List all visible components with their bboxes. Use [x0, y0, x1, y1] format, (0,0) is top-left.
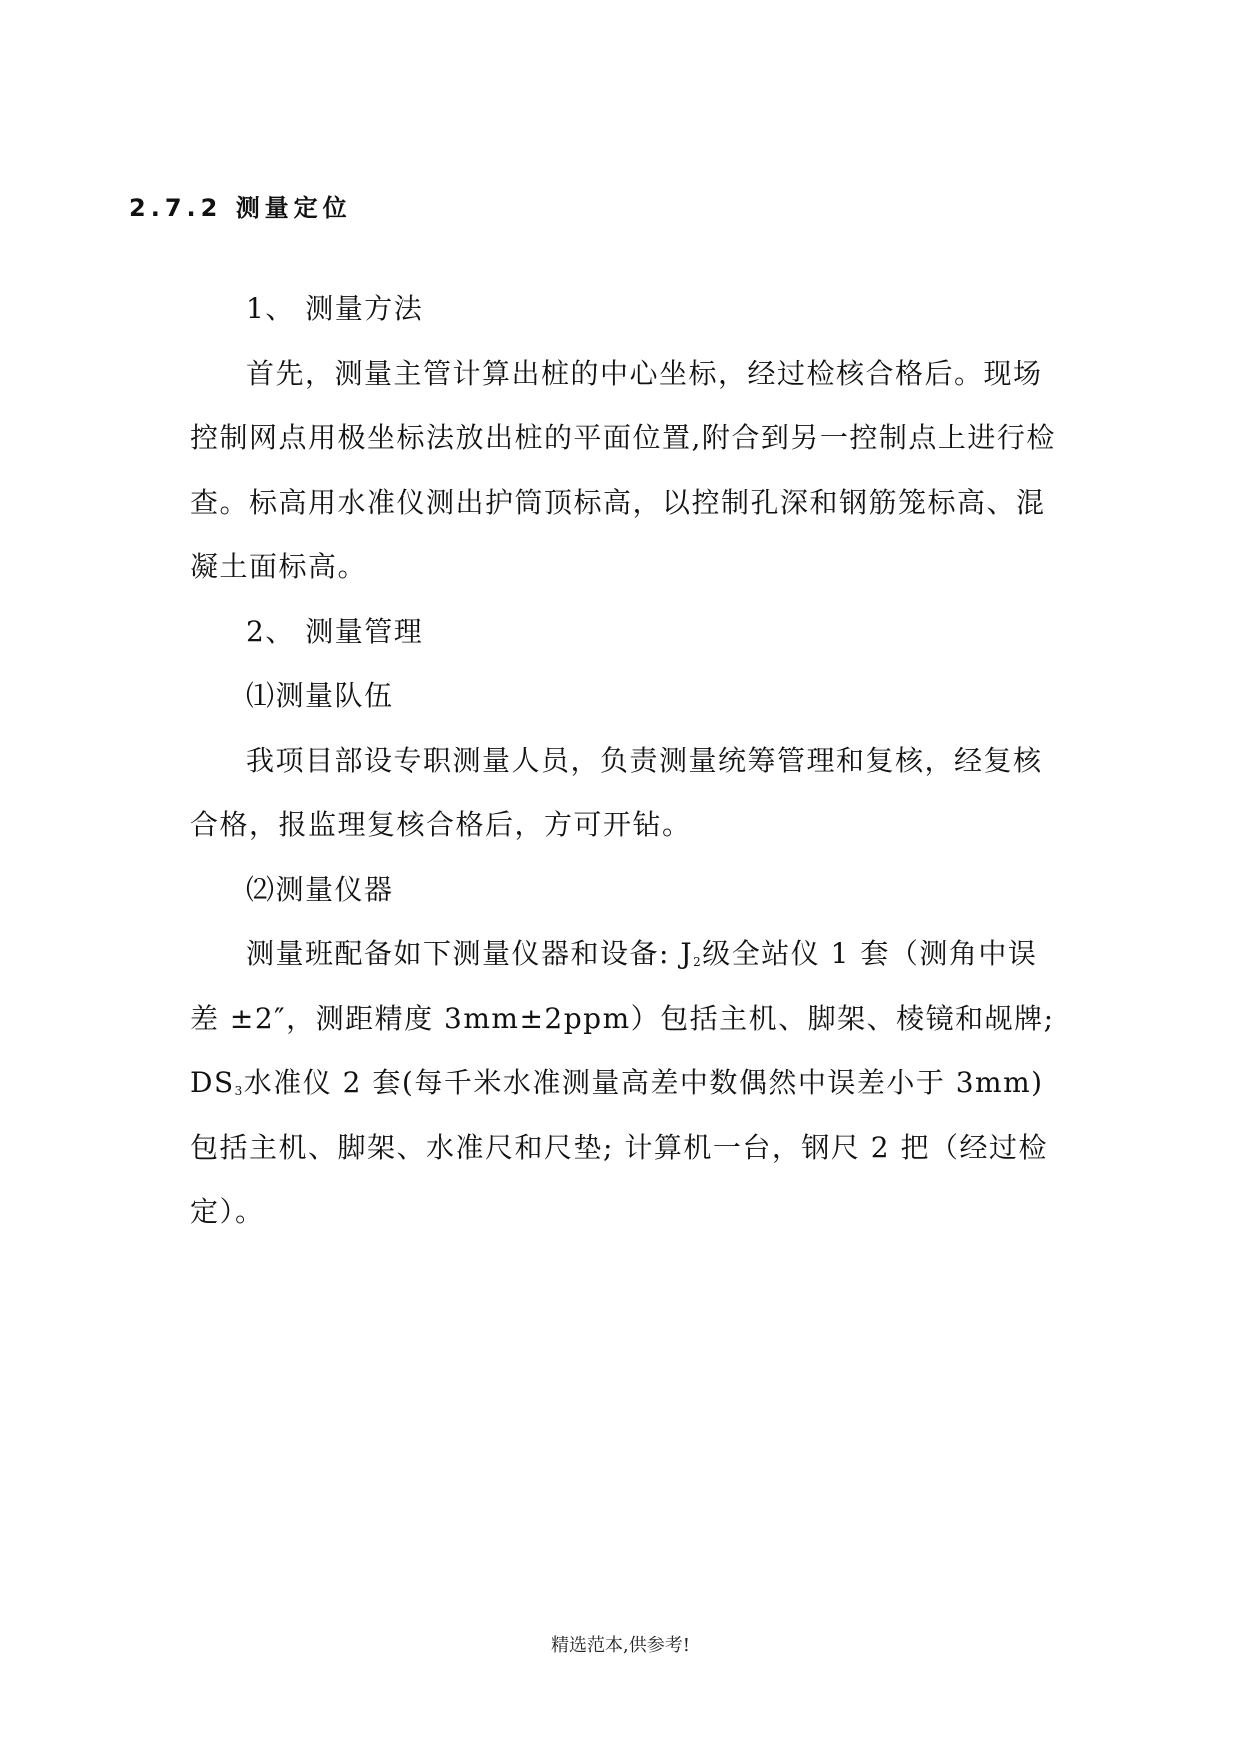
- item-title-survey-team: ⑴测量队伍: [246, 679, 394, 712]
- paragraph-measurement-method: 首先，测量主管计算出桩的中心坐标，经过检核合格后。现场控制网点用极坐标法放出桩的平面位置,附合到另一控制点上进行检查。标高用水准仪测出护筒顶标高，以控制孔深和钢筋笼标高、混凝土面标高。: [190, 356, 1056, 583]
- instruments-text-part3: 水准仪 2 套(每千米水准测量高差中数偶然中误差小于 3mm)包括主机、脚架、水准尺和尺垫; 计算机一台，钢尺 2 把（经过检定）。: [190, 1066, 1048, 1228]
- paragraph-survey-instruments: [190, 922, 1058, 1245]
- instruments-text-part2: 级全站仪 1 套（测角中误差 ±2″，测距精度 3mm±2ppm）包括主机、脚架、棱镜和觇牌; DS: [190, 937, 1055, 1099]
- section-heading: 2.7.2 测量定位: [129, 194, 352, 222]
- subsection-title-measurement-method: 1、 测量方法: [246, 292, 424, 325]
- item-title-survey-instruments: ⑵测量仪器: [246, 872, 394, 906]
- document-body: [190, 277, 1058, 1245]
- instruments-text-part1: 测量班配备如下测量仪器和设备: J: [246, 937, 694, 970]
- page-footer: 精选范本,供参考!: [551, 1635, 690, 1656]
- instruments-subscript-ds: 3: [234, 1084, 244, 1098]
- instruments-subscript-j: 2: [693, 955, 703, 969]
- subsection-title-measurement-management: 2、 测量管理: [246, 614, 424, 648]
- paragraph-survey-team: 我项目部设专职测量人员，负责测量统筹管理和复核，经复核合格，报监理复核合格后，方可开钻。: [190, 743, 1043, 841]
